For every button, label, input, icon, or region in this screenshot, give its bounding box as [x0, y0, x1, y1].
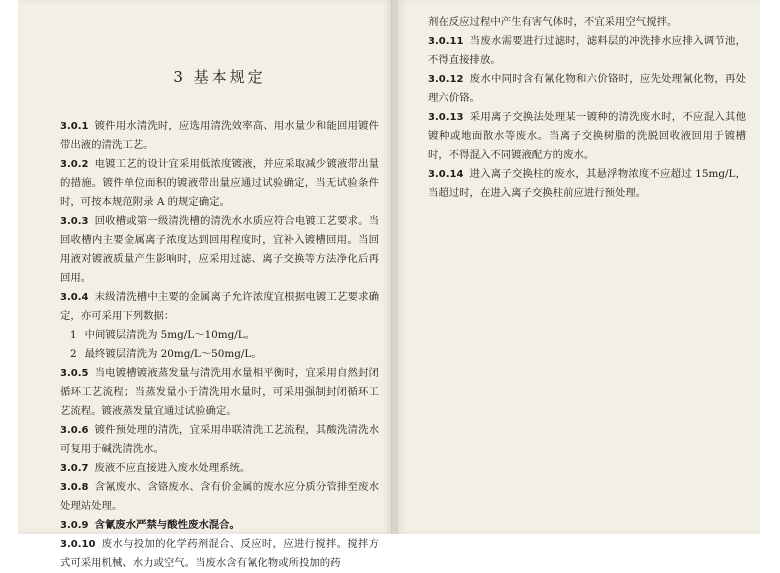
- clause-3-0-3: 3.0.3 回收槽或第一级清洗槽的清洗水水质应符合电镀工艺要求。当回收槽内主要金属离子浓度达到回用程度时，宜补入镀槽回用。当回用液对镀液质量产生影响时，应采用过滤、离子交换等方法净化后再回用。: [60, 215, 379, 284]
- left-page: [18, 0, 392, 569]
- right-page-content: [428, 13, 746, 203]
- clause-3-0-11: 3.0.11 当废水需要进行过滤时，滤料层的冲洗排水应排入调节池，不得直接排放。: [428, 35, 746, 66]
- right-page: [398, 0, 760, 534]
- clause-3-0-13: 3.0.13 采用离子交换法处理某一镀种的清洗废水时，不应混入其他镀种或地面散水等废水。当离子交换树脂的洗脱回收液回用于镀槽时，不得混入不同镀液配方的废水。: [428, 111, 746, 161]
- clause-3-0-4: 3.0.4 末级清洗槽中主要的金属离子允许浓度宜根据电镀工艺要求确定，亦可采用下列数据：: [60, 291, 379, 322]
- clause-3-0-8: 3.0.8 含氰废水、含铬废水、含有价金属的废水应分质分管排至废水处理站处理。: [60, 481, 379, 512]
- clause-3-0-14: 3.0.14 进入离子交换柱的废水，其悬浮物浓度不应超过 15mg/L，当超过时，在进入离子交换柱前应进行预处理。: [428, 168, 746, 199]
- chapter-title: 3 基本规定: [173, 68, 266, 86]
- clause-3-0-10-continuation: 剂在反应过程中产生有害气体时，不宜采用空气搅拌。: [428, 16, 678, 28]
- clause-3-0-9: 3.0.9 含氰废水严禁与酸性废水混合。: [60, 519, 240, 531]
- clause-3-0-2: 3.0.2 电镀工艺的设计宜采用低浓度镀液，并应采取减少镀液带出量的措施。镀件单位面积的镀液带出量应通过试验确定，当无试验条件时，可按本规范附录 A 的规定确定。: [60, 158, 379, 208]
- sub-item-2: 2 最终镀层清洗为 20mg/L～50mg/L。: [70, 348, 262, 360]
- clause-3-0-5: 3.0.5 当电镀槽镀液蒸发量与清洗用水量相平衡时，宜采用自然封闭循环工艺流程；当蒸发量小于清洗用水量时，可采用强制封闭循环工艺流程。镀液蒸发量宜通过试验确定。: [60, 367, 379, 417]
- clause-3-0-7: 3.0.7 废液不应直接进入废水处理系统。: [60, 462, 251, 474]
- clause-3-0-1: 3.0.1 镀件用水清洗时，应选用清洗效率高、用水量少和能回用镀件带出液的清洗工艺。: [60, 120, 379, 151]
- clause-3-0-12: 3.0.12 废水中同时含有氰化物和六价铬时，应先处理氰化物，再处理六价铬。: [428, 73, 746, 104]
- clause-3-0-10: 3.0.10 废水与投加的化学药剂混合、反应时，应进行搅拌。搅拌方式可采用机械、水力或空气。当废水含有氰化物或所投加的药: [60, 538, 379, 569]
- sub-item-1: 1 中间镀层清洗为 5mg/L～10mg/L。: [70, 329, 256, 341]
- clause-3-0-6: 3.0.6 镀件预处理的清洗，宜采用串联清洗工艺流程，其酸洗清洗水可复用于碱洗清洗水。: [60, 424, 379, 455]
